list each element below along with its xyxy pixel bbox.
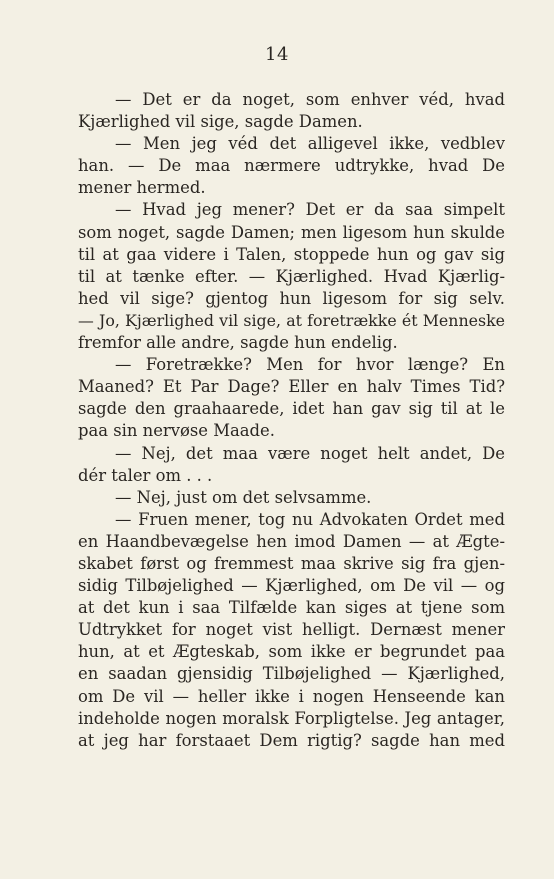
text-line: han. — De maa nærmere udtrykke, hvad De	[78, 156, 505, 176]
text-line: — Nej, det maa være noget helt andet, De	[115, 443, 505, 463]
text-line: fremfor alle andre, sagde hun endelig.	[78, 333, 398, 353]
text-line: skabet først og fremmest maa skrive sig fra gjen-	[78, 553, 505, 573]
text-line: indeholde nogen moralsk Forpligtelse. Jeg antager,	[78, 708, 505, 728]
text-line: hed vil sige? gjentog hun ligesom for sig selv.	[78, 288, 505, 308]
text-line: mener hermed.	[78, 178, 206, 198]
text-line: — Nej, just om det selvsamme.	[115, 487, 372, 507]
text-line: hun, at et Ægteskab, som ikke er begrundet paa	[78, 642, 505, 662]
text-line: dér taler om . . .	[78, 465, 213, 485]
text-line: sidig Tilbøjelighed — Kjærlighed, om De vil — og	[78, 576, 505, 596]
text-line: til at tænke efter. — Kjærlighed. Hvad Kjærlig-	[78, 266, 505, 286]
text-line: Kjærlighed vil sige, sagde Damen.	[78, 112, 363, 132]
text-line: — Foretrække? Men for hvor længe? En	[115, 355, 505, 375]
text-line: at det kun i saa Tilfælde kan siges at tjene som	[78, 598, 505, 618]
text-line: — Det er da noget, som enhver véd, hvad	[115, 90, 505, 109]
text-line: paa sin nervøse Maade.	[78, 421, 275, 441]
text-line: — Men jeg véd det alligevel ikke, vedblev	[115, 134, 505, 154]
text-line: sagde den graahaarede, idet han gav sig til at le	[78, 399, 505, 419]
text-line: om De vil — heller ikke i nogen Henseende kan	[78, 686, 505, 706]
body-text	[78, 89, 505, 752]
text-line: til at gaa videre i Talen, stoppede hun og gav sig	[78, 244, 505, 264]
text-line: en Haandbevægelse hen imod Damen — at Ægte-	[78, 531, 505, 551]
text-line: Udtrykket for noget vist helligt. Dernæst mener	[78, 620, 505, 640]
text-line: en saadan gjensidig Tilbøjelighed — Kjærlighed,	[78, 664, 505, 684]
text-line: som noget, sagde Damen; men ligesom hun skulde	[78, 222, 505, 242]
text-line: Maaned? Et Par Dage? Eller en halv Times Tid?	[78, 377, 505, 397]
text-line: — Fruen mener, tog nu Advokaten Ordet med	[115, 509, 505, 529]
text-line: at jeg har forstaaet Dem rigtig? sagde han med	[78, 730, 505, 750]
text-line: — Hvad jeg mener? Det er da saa simpelt	[115, 200, 505, 220]
text-line: — Jo, Kjærlighed vil sige, at foretrække ét Menneske	[78, 310, 505, 330]
page-number: 14	[265, 44, 289, 65]
